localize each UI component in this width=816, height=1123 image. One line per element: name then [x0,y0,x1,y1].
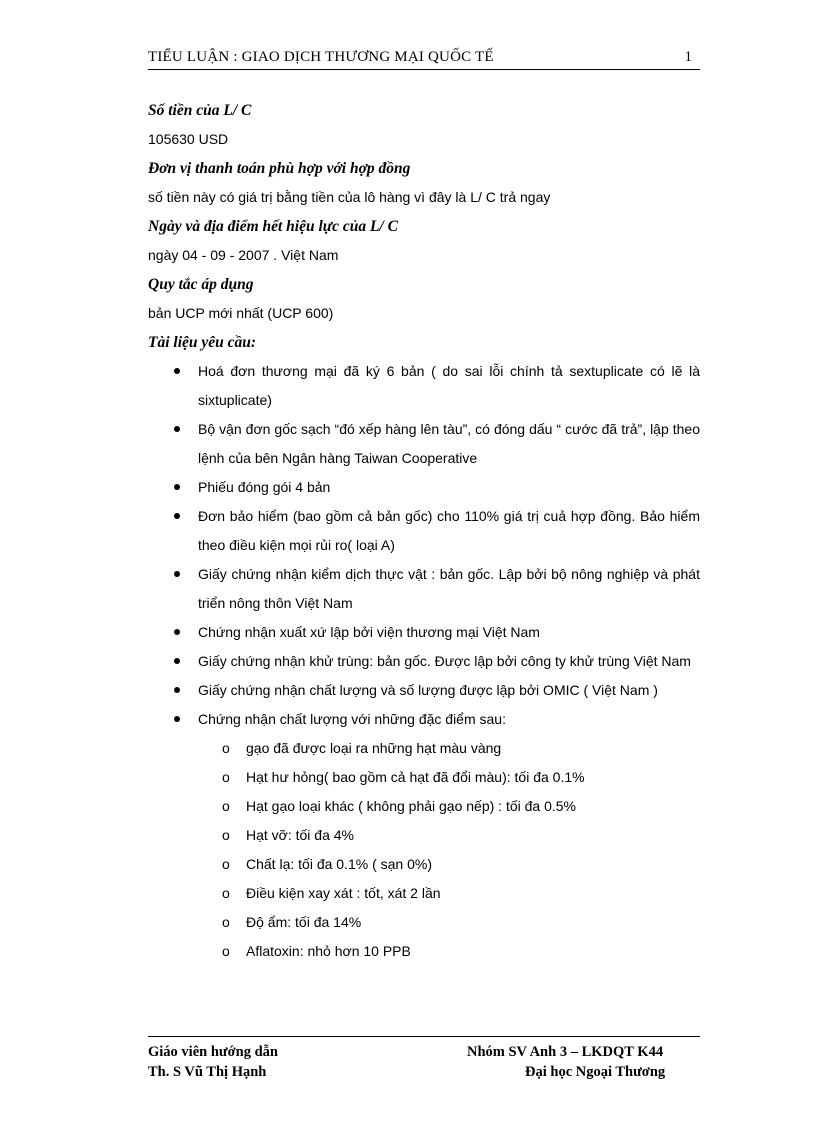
rules-text: bản UCP mới nhất (UCP 600) [148,305,334,321]
document-item [148,357,700,415]
document-text: Phiếu đóng gói 4 bản [198,479,331,495]
circle-bullet-icon: o [222,914,230,930]
bullet-icon [174,513,180,519]
quality-spec-text: Hạt hư hỏng( bao gồm cả hạt đã đổi màu): tối đa 0.1% [246,769,585,785]
document-body [148,96,700,966]
expiry-text: ngày 04 - 09 - 2007 . Việt Nam [148,247,339,263]
footer-group-name: Nhóm SV Anh 3 – LKDQT K44 [467,1044,664,1060]
bullet-icon [174,426,180,432]
quality-spec-list [148,734,700,966]
document-text: Hoá đơn thương mại đã ký 6 bản ( do sai lỗi chính tả sextuplicate có lẽ là sixtuplicate) [198,363,700,408]
quality-spec-text: Hạt vỡ: tối đa 4% [246,827,355,843]
documents-heading: Tài liệu yêu cầu: [148,334,257,351]
required-documents-list [148,357,700,734]
quality-spec-text: Độ ẩm: tối đa 14% [246,914,362,930]
footer-instructor-name: Th. S Vũ Thị Hạnh [148,1064,267,1080]
footer-group [467,1042,665,1082]
document-item [148,618,700,647]
header-title: TIỂU LUẬN : GIAO DỊCH THƯƠNG MẠI QUỐC TẾ [148,49,494,65]
document-text: Chứng nhận chất lượng với những đặc điểm sau: [198,711,506,727]
document-item [148,415,700,473]
bullet-icon [174,368,180,374]
quality-spec-item [148,937,700,966]
circle-bullet-icon: o [222,827,230,843]
amount-heading: Số tiền của L/ C [148,102,252,119]
document-text: Bộ vận đơn gốc sạch “đó xếp hàng lên tàu”, có đóng dấu “ cước đã trả”, lập theo lệnh của bên Ngân hàng Taiwan Cooperative [198,421,700,466]
document-item [148,560,700,618]
document-item [148,647,700,676]
document-text: Đơn bảo hiểm (bao gồm cả bản gốc) cho 110% giá trị cuả hợp đồng. Bảo hiểm theo điều kiện mọi rủi ro( loại A) [198,508,700,553]
document-item [148,705,700,734]
circle-bullet-icon: o [222,856,230,872]
document-text: Giấy chứng nhận khử trùng: bản gốc. Được lập bởi công ty khử trùng Việt Nam [198,653,691,669]
quality-spec-text: Chất lạ: tối đa 0.1% ( sạn 0%) [246,856,432,872]
expiry-heading: Ngày và địa điểm hết hiệu lực của L/ C [148,218,398,235]
quality-spec-text: Hạt gạo loại khác ( không phải gạo nếp) : tối đa 0.5% [246,798,576,814]
currency-heading: Đơn vị thanh toán phù hợp với hợp đồng [148,160,411,177]
circle-bullet-icon: o [222,769,230,785]
circle-bullet-icon: o [222,885,230,901]
circle-bullet-icon: o [222,798,230,814]
footer-divider [148,1036,700,1037]
footer-instructor [148,1042,278,1082]
circle-bullet-icon: o [222,740,230,756]
quality-spec-item [148,879,700,908]
amount-value: 105630 USD [148,131,229,147]
rules-heading: Quy tắc áp dụng [148,276,254,293]
bullet-icon [174,629,180,635]
currency-text: số tiền này có giá trị bằng tiền của lô hàng vì đây là L/ C trả ngay [148,189,551,205]
quality-spec-text: gạo đã được loại ra những hạt màu vàng [246,740,502,756]
quality-spec-text: Điều kiện xay xát : tốt, xát 2 lần [246,885,441,901]
quality-spec-item [148,821,700,850]
quality-spec-item [148,908,700,937]
quality-spec-item [148,763,700,792]
document-item [148,473,700,502]
footer-university: Đại học Ngoại Thương [525,1064,666,1080]
document-text: Chứng nhận xuất xứ lập bởi viện thương mại Việt Nam [198,624,540,640]
circle-bullet-icon: o [222,943,230,959]
bullet-icon [174,658,180,664]
bullet-icon [174,571,180,577]
document-text: Giấy chứng nhận kiểm dịch thực vật : bản gốc. Lập bởi bộ nông nghiệp và phát triển nông thôn Việt Nam [198,566,700,611]
footer-instructor-label: Giáo viên hướng dẫn [148,1044,278,1060]
bullet-icon [174,484,180,490]
document-text: Giấy chứng nhận chất lượng và số lượng được lập bởi OMIC ( Việt Nam ) [198,682,658,698]
page-header [148,49,700,70]
bullet-icon [174,716,180,722]
quality-spec-item [148,734,700,763]
quality-spec-item [148,792,700,821]
quality-spec-text: Aflatoxin: nhỏ hơn 10 PPB [246,943,411,959]
quality-spec-item [148,850,700,879]
page-number: 1 [684,49,692,65]
document-item [148,676,700,705]
document-item [148,502,700,560]
bullet-icon [174,687,180,693]
